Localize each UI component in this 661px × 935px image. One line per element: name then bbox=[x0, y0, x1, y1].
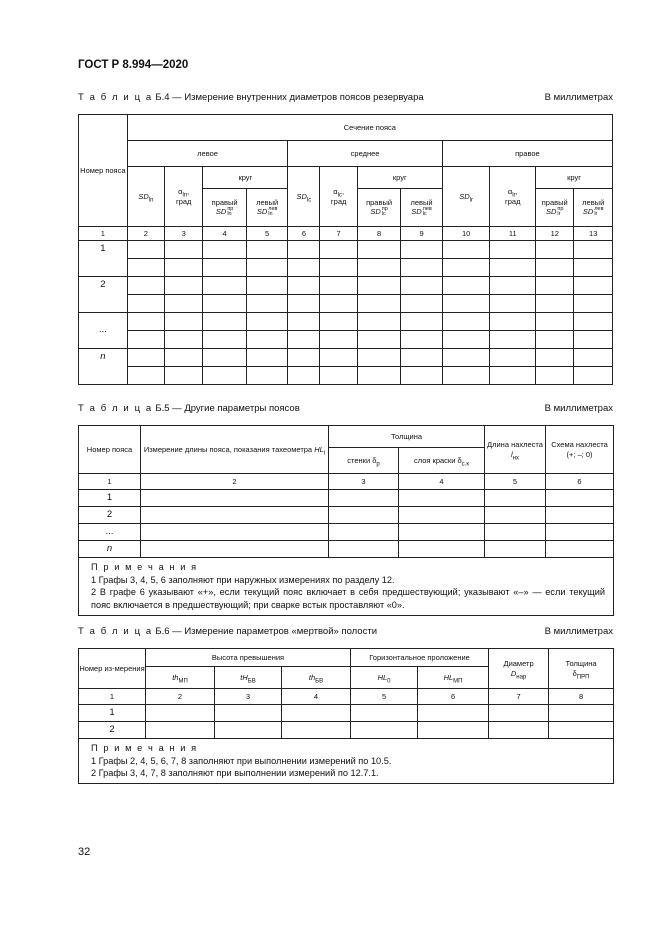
t4-left-lc: левый SDлев lc bbox=[401, 189, 442, 227]
t5-belt-header: Номер пояса bbox=[79, 426, 141, 474]
t5-overlap-header: Длина нахлеста $l_{нх}$ bbox=[485, 426, 546, 474]
table-row: 2 bbox=[79, 722, 614, 739]
table6-unit: В миллиметрах bbox=[544, 626, 613, 637]
t4-belt-header: Номер пояса bbox=[79, 115, 128, 227]
document-header: ГОСТ Р 8.994—2020 bbox=[78, 59, 189, 71]
table-row: n bbox=[79, 541, 614, 558]
t5-scheme-header: Схема нахлеста (+; –; 0) bbox=[546, 426, 614, 474]
table-row bbox=[79, 349, 613, 367]
table-row: ... bbox=[79, 524, 614, 541]
t4-row-1: 1 bbox=[79, 241, 128, 277]
t4-right-lc: правый SDпр lc bbox=[357, 189, 401, 227]
t5-thickness-header: Толщина bbox=[329, 426, 485, 448]
table-row bbox=[79, 241, 613, 259]
t4-sd-ln: $SD_{ln}$ bbox=[127, 167, 164, 227]
table-row bbox=[79, 277, 613, 295]
t4-row-ellipsis: ... bbox=[79, 313, 128, 349]
t4-alpha-lr: $\alpha_{lr}$, град bbox=[490, 167, 536, 227]
table-row bbox=[79, 313, 613, 331]
t6-number-row: 1 2 3 4 5 6 7 8 bbox=[79, 689, 614, 705]
t6-notes bbox=[79, 739, 614, 784]
t5-note-2: 2 В графе 6 указывают «+», если текущий пояс включает в себя предшествующий; указывают «–» — если текущий пояс включается в предшествующий; при сварке встык проставляют «0». bbox=[91, 587, 605, 611]
t4-group-left: левое bbox=[127, 141, 288, 167]
table-row: 1 bbox=[79, 490, 614, 507]
t6-height-header: Высота превышения bbox=[146, 649, 351, 667]
t6-note-2: 2 Графы 3, 4, 7, 8 заполняют при выполнении измерений по 12.7.1. bbox=[91, 768, 379, 779]
t4-circle-middle: круг bbox=[357, 167, 442, 189]
page-number: 32 bbox=[78, 846, 91, 858]
t4-left-lr: левый SDлев lr bbox=[574, 189, 613, 227]
table6-caption-text: Б.6 — Измерение параметров «мертвой» полости bbox=[155, 626, 378, 637]
table-row: 2 bbox=[79, 507, 614, 524]
table-b6 bbox=[78, 648, 614, 784]
table-b4 bbox=[78, 114, 613, 385]
table5-caption-prefix: Т а б л и ц а bbox=[78, 403, 153, 414]
t4-alpha-lc: $\alpha_{lc}$, град bbox=[320, 167, 357, 227]
table5-caption-text: Б.5 — Другие параметры поясов bbox=[155, 403, 300, 414]
t4-group-middle: среднее bbox=[288, 141, 442, 167]
t4-right-lr: правый SDпр lr bbox=[536, 189, 574, 227]
t5-paint-header: слоя краски $\delta_{с.к}$ bbox=[399, 448, 485, 474]
t4-left-ln: левый SDлев ln bbox=[246, 189, 287, 227]
table-row: 1 bbox=[79, 705, 614, 722]
t6-notes-title: П р и м е ч а н и я bbox=[91, 743, 198, 753]
t6-th-mp: $th_{МП}$ bbox=[146, 667, 215, 689]
t5-number-row: 1 2 3 4 5 6 bbox=[79, 474, 614, 490]
table4-caption-prefix: Т а б л и ц а bbox=[78, 92, 153, 103]
table-b5 bbox=[78, 425, 614, 616]
t4-circle-left: круг bbox=[203, 167, 288, 189]
t6-diam-header: Диаметр $D_{нар}$ bbox=[489, 649, 549, 689]
t6-hl-mp: $HL_{МП}$ bbox=[418, 667, 489, 689]
t6-horiz-header: Горизонтальное проложение bbox=[351, 649, 489, 667]
t4-row-n: n bbox=[79, 349, 128, 385]
table5-unit: В миллиметрах bbox=[544, 403, 613, 414]
table4-unit: В миллиметрах bbox=[544, 92, 613, 103]
t6-thick-header: Толщина $\delta_{ПРП}$ bbox=[549, 649, 614, 689]
t4-alpha-ln: $\alpha_{ln}$, град bbox=[165, 167, 203, 227]
t5-notes bbox=[79, 558, 614, 616]
t4-sd-lr: $SD_{lr}$ bbox=[442, 167, 490, 227]
table4-caption-text: Б.4 — Измерение внутренних диаметров поясов резервуара bbox=[155, 92, 424, 103]
t4-group-right: правое bbox=[442, 141, 612, 167]
t4-number-row: 1 2 3 4 5 6 7 8 9 10 11 12 13 bbox=[79, 227, 613, 241]
t6-note-1: 1 Графы 2, 4, 5, 6, 7, 8 заполняют при выполнении измерений по 10.5. bbox=[91, 755, 392, 766]
t4-section-header: Сечение пояса bbox=[127, 115, 612, 141]
t6-hl-0: $HL_0$ bbox=[351, 667, 418, 689]
t4-right-ln: правый SDпр ln bbox=[203, 189, 247, 227]
t6-th-bv-upper: $tH_{БВ}$ bbox=[215, 667, 282, 689]
t4-row-2: 2 bbox=[79, 277, 128, 313]
t5-wall-header: стенки $\delta_р$ bbox=[329, 448, 399, 474]
t5-length-header: Измерение длины пояса, показания тахеометра $HL_i$ bbox=[141, 426, 329, 474]
t5-note-1: 1 Графы 3, 4, 5, 6 заполняют при наружных измерениях по разделу 12. bbox=[91, 574, 395, 585]
t4-circle-right: круг bbox=[536, 167, 613, 189]
t6-num-header: Номер из-мерения bbox=[79, 649, 146, 689]
t5-notes-title: П р и м е ч а н и я bbox=[91, 562, 198, 572]
t6-th-bv: $th_{БВ}$ bbox=[282, 667, 351, 689]
t4-sd-lc: $SD_{lc}$ bbox=[288, 167, 320, 227]
table6-caption-prefix: Т а б л и ц а bbox=[78, 626, 153, 637]
